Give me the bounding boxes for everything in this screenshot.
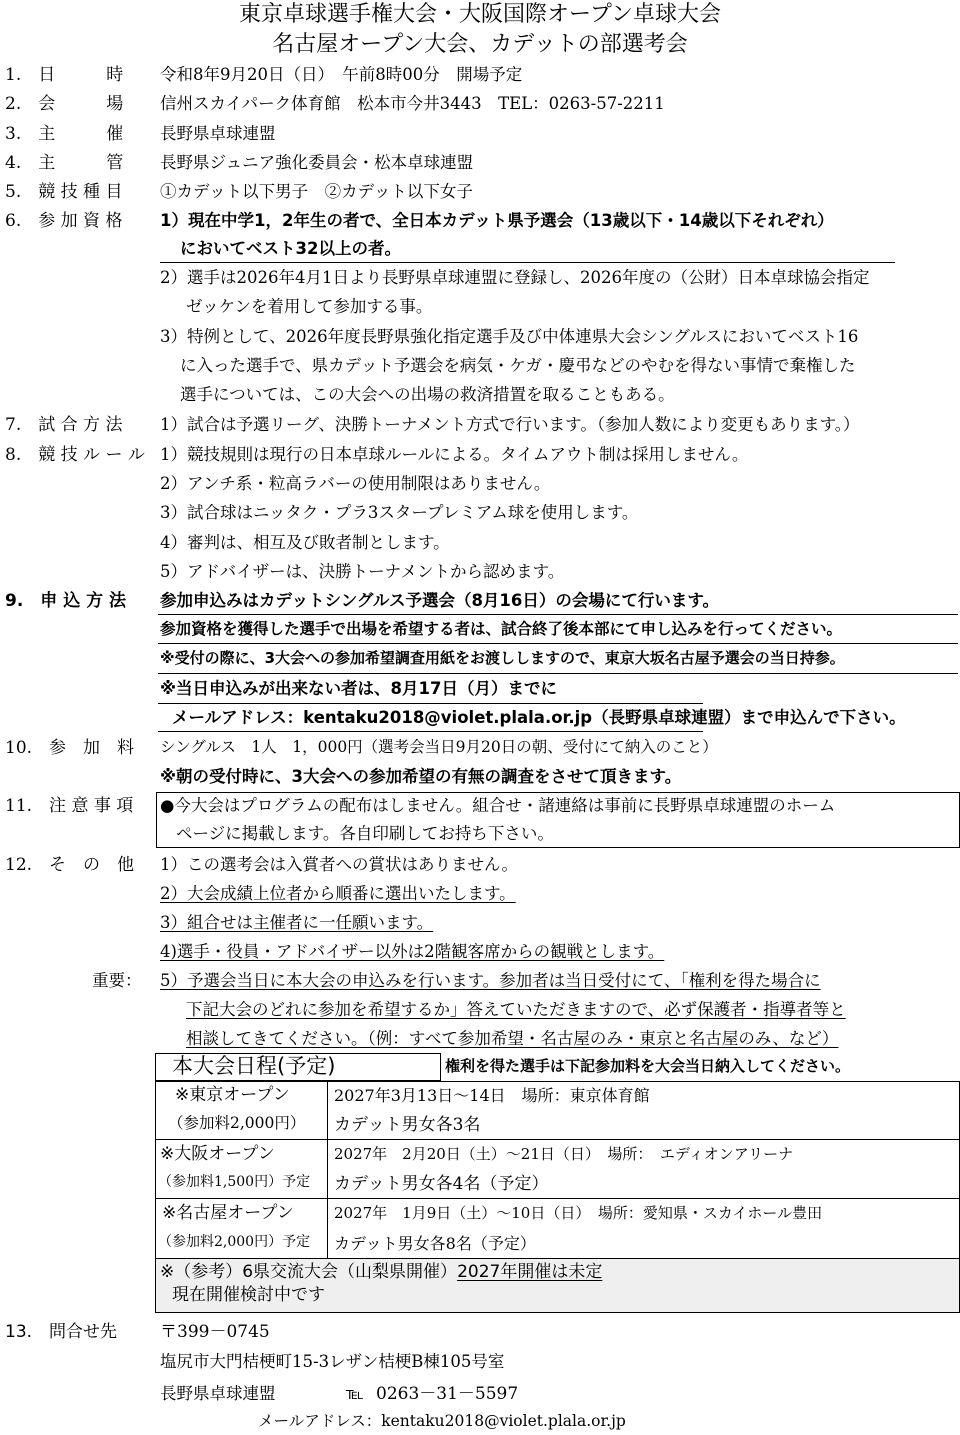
rules-line-1: 1）競技規則は現行の日本卓球ルールによる。タイムアウト制は採用しません。: [160, 445, 749, 464]
important-line-2: 下記大会のどれに参加を希望するか」答えていただきますので、必ず保護者・指導者等と: [186, 1000, 846, 1019]
underline-apply-5: [158, 731, 703, 732]
schedule-row-divider-1: [155, 1139, 960, 1140]
item-13-label: 13. 問合せ先: [5, 1322, 118, 1342]
schedule-row-1-quota: カデット男女各3名: [334, 1115, 481, 1135]
underline-apply-4: [158, 703, 703, 704]
rules-line-3: 3）試合球はニッタク・プラ3スタープレミアム球を使用します。: [160, 503, 639, 522]
schedule-row-2-quota: カデット男女各4名（予定）: [334, 1174, 549, 1194]
schedule-row-1-name: ※東京オープン: [175, 1085, 290, 1105]
important-line-3: 相談してきてください。（例：すべて参加希望・名古屋のみ・東京と名古屋のみ、など）: [186, 1029, 839, 1048]
item-4-label: 4. 主 管: [5, 153, 124, 173]
item-8-label: 8. 競 技 ル ー ル: [5, 445, 145, 465]
contact-tel-label: ℡: [346, 1384, 364, 1403]
schedule-row-2-date: 2027年 2月20日（土）～21日（日） 場所： エディオンアリーナ: [334, 1145, 794, 1163]
item-1-label: 1. 日 時: [5, 65, 124, 85]
schedule-row-1-fee: （参加料2,000円）: [168, 1114, 306, 1132]
contact-postal: 〒399－0745: [160, 1322, 270, 1342]
apply-line-4: ※当日申込みが出来ない者は、8月17日（月）までに: [160, 679, 557, 698]
contact-address: 塩尻市大門桔梗町15-3レザン桔梗B棟105号室: [160, 1352, 505, 1371]
schedule-note: 権利を得た選手は下記参加料を大会当日納入してください。: [445, 1057, 851, 1075]
fee-line-1: シングルス 1人 1，000円（選考会当日9月20日の朝、受付にて納入のこと）: [160, 738, 718, 756]
schedule-row-2-name: ※大阪オープン: [160, 1144, 275, 1164]
eligibility-line-4: ゼッケンを着用して参加する事。: [186, 297, 433, 316]
schedule-row-3-fee: （参加料2,000円）予定: [158, 1234, 311, 1250]
contact-email: メールアドレス：kentaku2018@violet.plala.or.jp: [258, 1412, 626, 1430]
eligibility-line-6: に入った選手で、県カデット予選会を病気・ケガ・慶弔などのやむを得ない事情で棄権した: [180, 356, 856, 375]
important-line-1: 5）予選会当日に本大会の申込みを行います。参加者は当日受付にて、「権利を得た場合に: [160, 971, 821, 990]
other-line-4: 4)選手・役員・アドバイザー以外は2階観客席からの観戦とします。: [160, 942, 665, 961]
notice-line-1: ●今大会はプログラムの配布はしません。組合せ・諸連絡は事前に長野県卓球連盟のホーム: [160, 796, 836, 815]
schedule-row-3-name: ※名古屋オープン: [162, 1203, 294, 1223]
item-11-label: 11. 注 意 事 項: [5, 796, 134, 816]
eligibility-line-1: 1）現在中学1，2年生の者で、全日本カデット県予選会（13歳以下・14歳以下それぞれ）: [160, 211, 834, 230]
eligibility-line-2: においてベスト32以上の者。: [180, 239, 401, 258]
underline-eligibility: [160, 262, 895, 263]
reference-line-2: 現在開催検討中です: [172, 1285, 325, 1305]
schedule-row-divider-2: [155, 1198, 960, 1199]
item-12-label: 12. そ の 他: [5, 855, 135, 875]
apply-line-5: メールアドレス：kentaku2018@violet.plala.or.jp（長野県卓球連盟）まで申込んで下さい。: [172, 708, 906, 727]
underline-apply-2: [158, 643, 958, 644]
item-10-label: 10. 参 加 料: [5, 738, 135, 758]
item-9-label: 9. 申 込 方 法: [5, 591, 127, 611]
contact-org: 長野県卓球連盟: [160, 1384, 276, 1403]
item-5-text: ①カデット以下男子 ②カデット以下女子: [160, 182, 473, 201]
item-1-text: 令和8年9月20日（日） 午前8時00分 開場予定: [160, 65, 523, 84]
underline-apply-3: [158, 673, 958, 674]
schedule-row-3-quota: カデット男女各8名（予定）: [334, 1234, 536, 1253]
schedule-row-3-date: 2027年 1月9日（土）～10日（日） 場所：愛知県・スカイホール豊田: [334, 1204, 823, 1222]
eligibility-line-7: 選手については、この大会への出場の救済措置を取ることもある。: [180, 385, 675, 404]
title-line-2: 名古屋オープン大会、カデットの部選考会: [272, 32, 688, 57]
other-line-3: 3）組合せは主催者に一任願います。: [160, 913, 434, 932]
schedule-row-1-date: 2027年3月13日～14日 場所：東京体育館: [334, 1086, 650, 1105]
rules-line-5: 5）アドバイザーは、決勝トーナメントから認めます。: [160, 562, 565, 581]
item-6-label: 6. 参 加 資 格: [5, 211, 123, 231]
eligibility-line-3: 2）選手は2026年4月1日より長野県卓球連盟に登録し、2026年度の（公財）日本卓球協会指定: [160, 268, 870, 287]
item-2-label: 2. 会 場: [5, 94, 124, 114]
item-4-text: 長野県ジュニア強化委員会・松本卓球連盟: [160, 153, 474, 172]
item-3-label: 3. 主 催: [5, 124, 124, 144]
underline-apply-1: [158, 614, 958, 615]
item-7-label: 7. 試 合 方 法: [5, 415, 123, 435]
item-3-text: 長野県卓球連盟: [160, 124, 276, 143]
reference-line-1: ※（参考）6県交流大会（山梨県開催）2027年開催は未定: [160, 1262, 603, 1282]
other-line-1: 1）この選考会は入賞者への賞状はありません。: [160, 855, 518, 874]
contact-tel: 0263－31－5597: [376, 1384, 519, 1404]
eligibility-line-5: 3）特例として、2026年度長野県強化指定選手及び中体連県大会シングルスにおいてベスト16: [160, 327, 859, 346]
fee-line-2: ※朝の受付時に、3大会への参加希望の有無の調査をさせて頂きます。: [160, 767, 682, 786]
item-2-text: 信州スカイパーク体育館 松本市今井3443 TEL：0263-57-2211: [160, 94, 665, 113]
notice-line-2: ページに掲載します。各自印刷してお持ち下さい。: [176, 824, 554, 843]
apply-line-3: ※受付の際に、3大会への参加希望調査用紙をお渡ししますので、東京大坂名古屋予選会の当日持参。: [160, 649, 845, 667]
item-5-label: 5. 競 技 種 目: [5, 182, 123, 202]
schedule-col-divider: [327, 1081, 328, 1258]
schedule-row-2-fee: （参加料1,500円）予定: [158, 1174, 311, 1190]
apply-line-1: 参加申込みはカデットシングルス予選会（8月16日）の会場にて行います。: [160, 591, 720, 610]
important-label: 重要：: [92, 971, 142, 990]
apply-line-2: 参加資格を獲得した選手で出場を希望する者は、試合終了後本部にて申し込みを行ってください。: [160, 620, 843, 638]
rules-line-4: 4）審判は、相互及び敗者制とします。: [160, 533, 450, 552]
schedule-header: 本大会日程(予定): [172, 1054, 336, 1078]
title-line-1: 東京卓球選手権大会・大阪国際オープン卓球大会: [238, 2, 722, 27]
other-line-2: 2）大会成績上位者から順番に選出いたします。: [160, 884, 516, 903]
rules-line-2: 2）アンチ系・粒高ラバーの使用制限はありません。: [160, 474, 551, 493]
item-7-text: 1）試合は予選リーグ、決勝トーナメント方式で行います。（参加人数により変更もあります。）: [160, 415, 860, 434]
